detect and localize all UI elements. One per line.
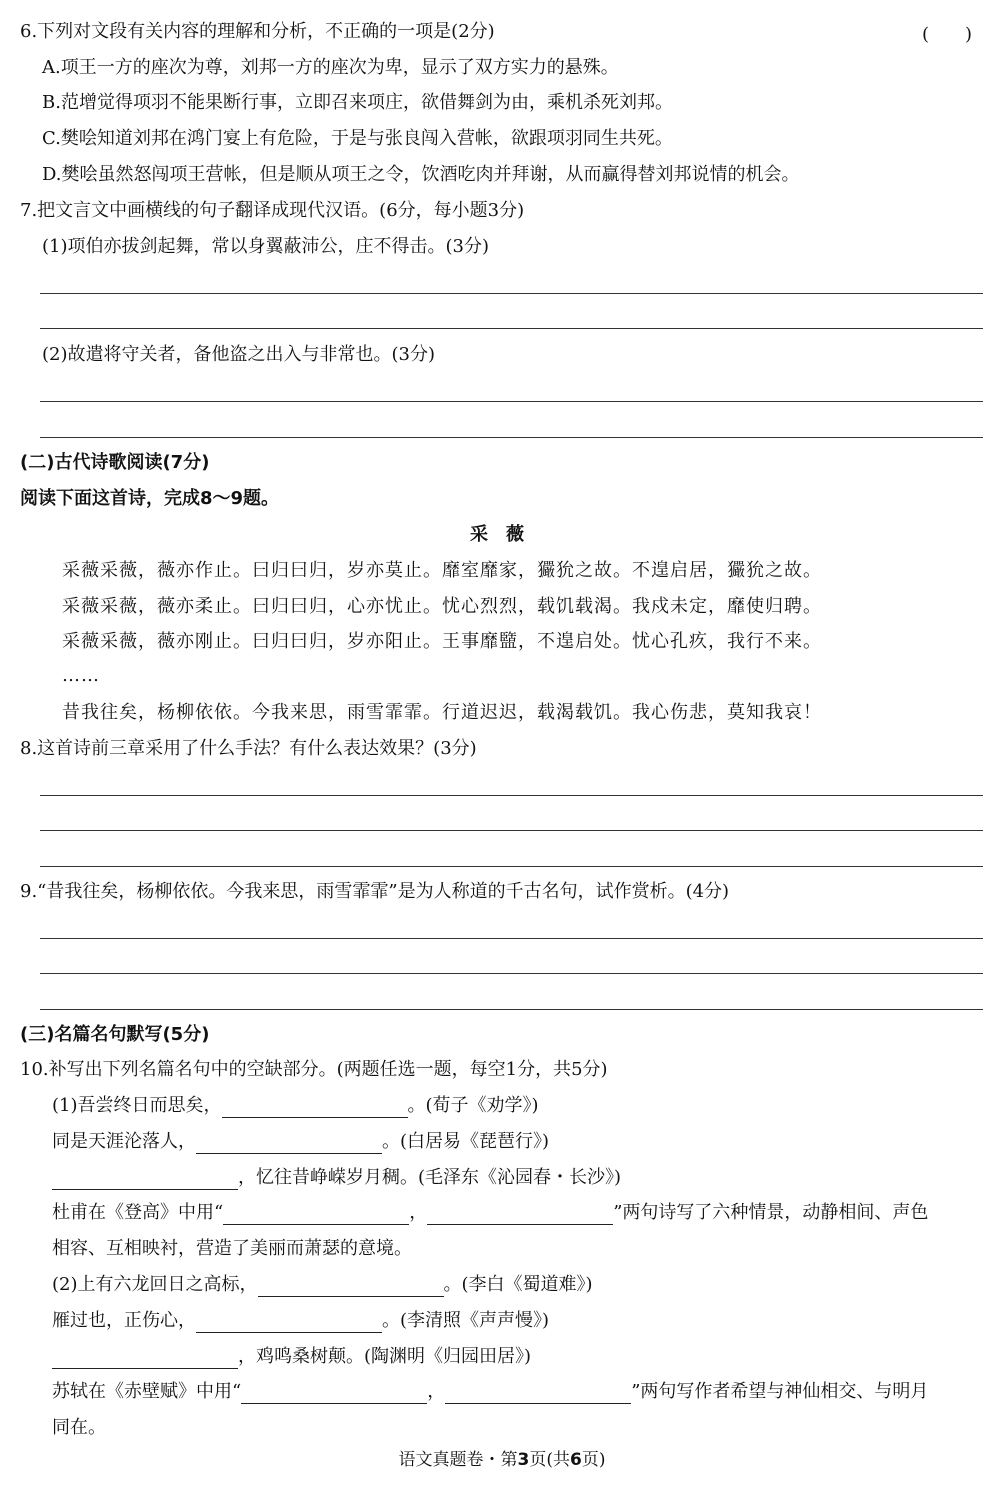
q9-answer-line-1[interactable] bbox=[40, 938, 983, 939]
poem-line-5: 昔我往矣，杨柳依依。今我来思，雨雪霏霏。行道迟迟，载渴载饥。我心伤悲，莫知我哀！ bbox=[62, 702, 822, 723]
q10-line-5 bbox=[52, 1273, 593, 1297]
blank-8[interactable] bbox=[52, 1348, 238, 1369]
q6-option-c: C.樊哙知道刘邦在鸿门宴上有危险，于是与张良闯入营帐，欲跟项羽同生共死。 bbox=[42, 128, 673, 149]
q10-line-5-pre: (2)上有六龙回日之高标， bbox=[52, 1274, 258, 1295]
q10-line-6-pre: 雁过也，正伤心， bbox=[52, 1310, 196, 1331]
poem-title: 采薇 bbox=[470, 524, 542, 545]
q10-line-8 bbox=[52, 1380, 928, 1404]
q8-stem: 8.这首诗前三章采用了什么手法？有什么表达效果？(3分) bbox=[20, 738, 477, 759]
q6-option-d: D.樊哙虽然怒闯项王营帐，但是顺从项王之令，饮酒吃肉并拜谢，从而赢得替刘邦说情的机会。 bbox=[42, 164, 800, 185]
footer-suffix: 页) bbox=[581, 1450, 606, 1470]
q8-answer-line-2[interactable] bbox=[40, 830, 983, 831]
q10-line-8-post: ”两句写作者希望与神仙相交、与明月 bbox=[631, 1381, 929, 1402]
q7-sub2: (2)故遣将守关者，备他盗之出入与非常也。(3分) bbox=[42, 344, 435, 365]
q10-line-4-cont: 相容、互相映衬，营造了美丽而萧瑟的意境。 bbox=[52, 1238, 412, 1259]
q10-line-4-pre: 杜甫在《登高》中用“ bbox=[52, 1202, 224, 1223]
footer-prefix: 语文真题卷・第 bbox=[398, 1450, 518, 1470]
poem-line-3: 采薇采薇，薇亦刚止。曰归曰归，岁亦阳止。王事靡盬，不遑启处。忧心孔疚，我行不来。 bbox=[62, 631, 822, 652]
q7-sub1: (1)项伯亦拔剑起舞，常以身翼蔽沛公，庄不得击。(3分) bbox=[42, 236, 489, 257]
q10-line-1-pre: (1)吾尝终日而思矣， bbox=[52, 1095, 222, 1116]
q10-line-2-pre: 同是天涯沦落人， bbox=[52, 1131, 196, 1152]
q10-line-8-mid: ， bbox=[427, 1381, 446, 1402]
q10-stem: 10.补写出下列名篇名句中的空缺部分。(两题任选一题，每空1分，共5分) bbox=[20, 1059, 608, 1080]
q10-line-2 bbox=[52, 1130, 549, 1154]
poem-line-1: 采薇采薇，薇亦作止。曰归曰归，岁亦莫止。靡室靡家，玁狁之故。不遑启居，玁狁之故。 bbox=[62, 560, 822, 581]
q6-answer-paren[interactable]: ( ) bbox=[922, 24, 973, 45]
q8-answer-line-1[interactable] bbox=[40, 795, 983, 796]
blank-5[interactable] bbox=[427, 1204, 613, 1225]
footer-page-number: 3 bbox=[517, 1450, 530, 1470]
blank-9[interactable] bbox=[241, 1383, 427, 1404]
q7-stem: 7.把文言文中画横线的句子翻译成现代汉语。(6分，每小题3分) bbox=[20, 200, 525, 221]
q10-line-5-post: 。(李白《蜀道难》) bbox=[443, 1274, 593, 1295]
q10-line-8-pre: 苏轼在《赤壁赋》中用“ bbox=[52, 1381, 242, 1402]
q8-answer-line-3[interactable] bbox=[40, 866, 983, 867]
blank-10[interactable] bbox=[445, 1383, 631, 1404]
q7-2-answer-line-2[interactable] bbox=[40, 437, 983, 438]
blank-7[interactable] bbox=[196, 1312, 382, 1333]
q7-1-answer-line-1[interactable] bbox=[40, 293, 983, 294]
q6-option-a: A.项王一方的座次为尊，刘邦一方的座次为卑，显示了双方实力的悬殊。 bbox=[42, 57, 619, 78]
q9-answer-line-3[interactable] bbox=[40, 1009, 983, 1010]
q7-1-answer-line-2[interactable] bbox=[40, 328, 983, 329]
q9-answer-line-2[interactable] bbox=[40, 973, 983, 974]
q10-line-4-mid: ， bbox=[409, 1202, 428, 1223]
page-footer bbox=[0, 1445, 1004, 1470]
footer-middle: 页(共 bbox=[529, 1450, 570, 1470]
q10-line-7-post: ，鸡鸣桑树颠。(陶渊明《归园田居》) bbox=[238, 1346, 532, 1367]
q6-stem: 6.下列对文段有关内容的理解和分析，不正确的一项是(2分) bbox=[20, 21, 495, 42]
q10-line-4-post: ”两句诗写了六种情景，动静相间、声色 bbox=[613, 1202, 929, 1223]
q10-line-3-post: ，忆往昔峥嵘岁月稠。(毛泽东《沁园春・长沙》) bbox=[238, 1167, 622, 1188]
q10-line-1 bbox=[52, 1094, 539, 1118]
q10-line-1-post: 。(荀子《劝学》) bbox=[407, 1095, 539, 1116]
q10-line-4 bbox=[52, 1201, 928, 1225]
section3-heading: (三)名篇名句默写(5分) bbox=[20, 1024, 210, 1045]
q10-line-6-post: 。(李清照《声声慢》) bbox=[382, 1310, 550, 1331]
blank-2[interactable] bbox=[196, 1133, 382, 1154]
q10-line-6 bbox=[52, 1309, 549, 1333]
q10-line-7 bbox=[52, 1345, 531, 1369]
blank-4[interactable] bbox=[223, 1204, 409, 1225]
blank-3[interactable] bbox=[52, 1169, 238, 1190]
poem-line-2: 采薇采薇，薇亦柔止。曰归曰归，心亦忧止。忧心烈烈，载饥载渴。我戍未定，靡使归聘。 bbox=[62, 596, 822, 617]
q9-stem: 9.“昔我往矣，杨柳依依。今我来思，雨雪霏霏”是为人称道的千古名句，试作赏析。(4分) bbox=[20, 881, 730, 902]
section2-intro: 阅读下面这首诗，完成8～9题。 bbox=[20, 488, 280, 509]
section2-heading: (二)古代诗歌阅读(7分) bbox=[20, 452, 210, 473]
q10-line-2-post: 。(白居易《琵琶行》) bbox=[382, 1131, 550, 1152]
q6-option-b: B.范增觉得项羽不能果断行事，立即召来项庄，欲借舞剑为由，乘机杀死刘邦。 bbox=[42, 92, 673, 113]
q10-line-3 bbox=[52, 1166, 621, 1190]
q7-2-answer-line-1[interactable] bbox=[40, 401, 983, 402]
footer-total-pages: 6 bbox=[570, 1450, 582, 1470]
q10-line-8-cont: 同在。 bbox=[52, 1417, 106, 1438]
blank-1[interactable] bbox=[222, 1097, 408, 1118]
blank-6[interactable] bbox=[258, 1276, 444, 1297]
poem-ellipsis: …… bbox=[62, 665, 100, 686]
